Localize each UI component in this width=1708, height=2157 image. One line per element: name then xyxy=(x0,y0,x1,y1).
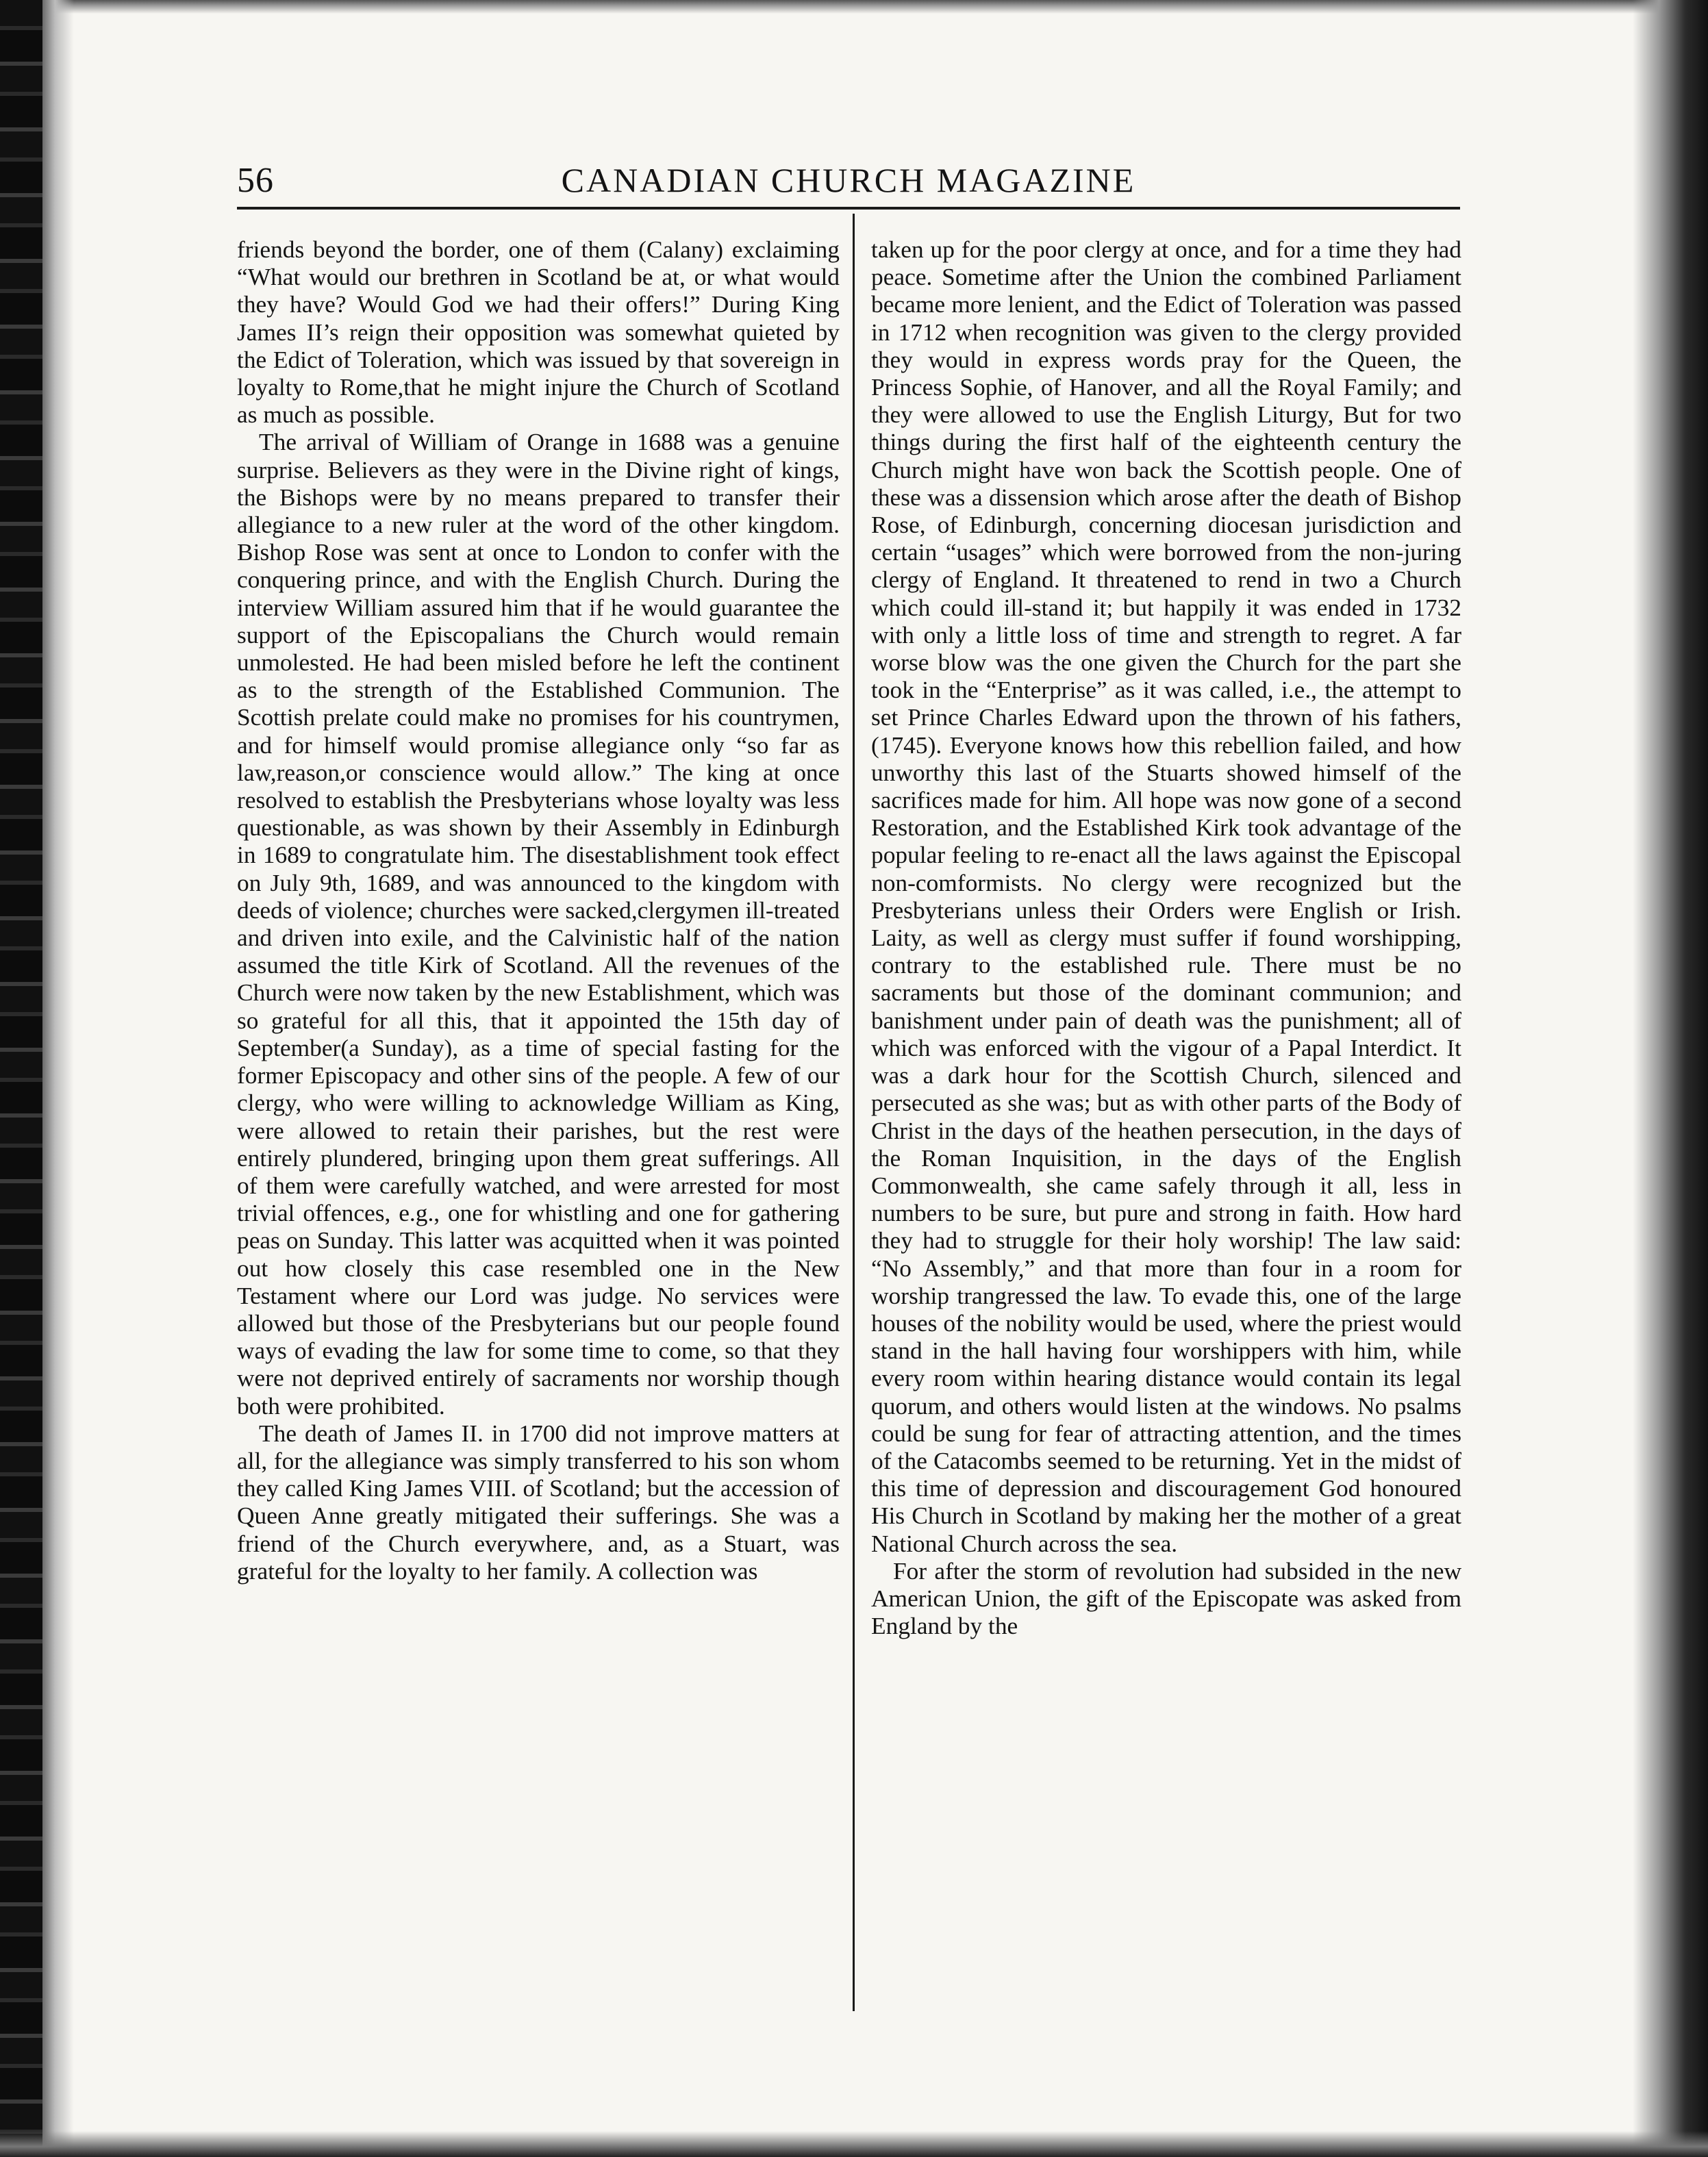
paragraph: The death of James II. in 1700 did not improve matters at all, for the allegiance was simply transferred to his son whom they called King James VIII. of Scotland; but the accession of Queen Anne greatly mitigated their sufferings. She was a friend of the Church everywhere, and, as a Stuart, was grateful for the loyalty to her family. A collection was xyxy=(237,1419,840,1585)
scan-bottom-edge xyxy=(0,2131,1708,2157)
left-column xyxy=(237,236,840,1585)
scan-binding-right xyxy=(1633,0,1708,2157)
scan-binding-shadow-left xyxy=(42,0,74,2157)
header-rule xyxy=(237,207,1460,210)
running-title: CANADIAN CHURCH MAGAZINE xyxy=(561,161,1136,199)
scan-top-edge xyxy=(0,0,1708,14)
scan-binding-left xyxy=(0,0,42,2157)
paragraph: taken up for the poor clergy at once, and for a time they had peace. Sometime after the Union the combined Parliament became more lenient, and the Edict of Toleration was passed in 1712 when recognition was given to the clergy provided they would in express words pray for the Queen, the Princess Sophie, of Hanover, and all the Royal Family; and they were allowed to use the English Liturgy, But for two things during the first half of the eighteenth century the Church might have won back the Scottish people. One of these was a dissension which arose after the death of Bishop Rose, of Edinburgh, concerning diocesan jurisdiction and certain “usages” which were borrowed from the non-juring clergy of England. It threatened to rend in two a Church which could ill-stand it; but happily it was ended in 1732 with only a little loss of time and strength to regret. A far worse blow was the one given the Church for the part she took in the “Enterprise” as it was called, i.e., the attempt to set Prince Charles Edward upon the thrown of his fathers, (1745). Everyone knows how this rebellion failed, and how unworthy this last of the Stuarts showed himself of the sacrifices made for him. All hope was now gone of a second Restoration, and the Established Kirk took advantage of the popular feeling to re-enact all the laws against the Episcopal non-comformists. No clergy were recognized but the Presbyterians unless their Orders were English or Irish. Laity, as well as clergy must suffer if found worshipping, contrary to the established rule. There must be no sacraments but those of the dominant communion; and banishment under pain of death was the punishment; all of which was enforced with the vigour of a Papal Interdict. It was a dark hour for the Scottish Church, silenced and persecuted as she was; but as with other parts of the Body of Christ in the days of the heathen persecution, in the days of the Roman Inquisition, in the days of the English Commonwealth, she came safely through it all, less in numbers to be sure, but pure and strong in faith. How hard they had to struggle for their holy worship! The law said: “No Assembly,” and that more than four in a room for worship trangressed the law. To evade this, one of the large houses of the nobility would be used, where the priest would stand in the hall having four worshippers with him, while every room within hearing distance would contain its legal quorum, and others would listen at the windows. No psalms could be sung for fear of attracting attention, and the times of the Catacombs seemed to be returning. Yet in the midst of this time of depression and discouragement God honoured His Church in Scotland by making her the mother of a great National Church across the sea. xyxy=(871,236,1461,1557)
column-divider xyxy=(853,214,855,2011)
page-number: 56 xyxy=(237,161,274,200)
paragraph: friends beyond the border, one of them (Calany) exclaiming “What would our brethren in Scotland be at, or what would they have? Would God we had their offers!” During King James II’s reign their opposition was somewhat quieted by the Edict of Toleration, which was issued by that sovereign in loyalty to Rome,that he might injure the Church of Scotland as much as possible. xyxy=(237,236,840,429)
page-header xyxy=(237,156,1460,211)
paragraph: The arrival of William of Orange in 1688 was a genuine surprise. Believers as they were in the Divine right of kings, the Bishops were by no means prepared to transfer their allegiance to a new ruler at the word of the other kingdom. Bishop Rose was sent at once to London to confer with the conquering prince, and with the English Church. During the interview William assured him that if he would guarantee the support of the Episcopalians the Church would remain unmolested. He had been misled before he left the continent as to the strength of the Established Communion. The Scottish prelate could make no promises for his countrymen, and for himself would promise allegiance only “so far as law,reason,or conscience would allow.” The king at once resolved to establish the Presbyterians whose loyalty was less questionable, as was shown by their Assembly in Edinburgh in 1689 to congratulate him. The disestablishment took effect on July 9th, 1689, and was announced to the kingdom with deeds of violence; churches were sacked,clergymen ill-treated and driven into exile, and the Calvinistic half of the nation assumed the title Kirk of Scotland. All the revenues of the Church were now taken by the new Establishment, which was so grateful for all this, that it appointed the 15th day of September(a Sunday), as a time of special fasting for the former Episcopacy and other sins of the people. A few of our clergy, who were willing to acknowledge William as King, were allowed to retain their parishes, but the rest were entirely plundered, bringing upon them great sufferings. All of them were carefully watched, and were arrested for most trivial offences, e.g., one for whistling and one for gathering peas on Sunday. This latter was acquitted when it was pointed out how closely this case resembled one in the New Testament where our Lord was judge. No services were allowed but those of the Presbyterians but our people found ways of evading the law for some time to come, so that they were not deprived entirely of sacraments nor worship though both were prohibited. xyxy=(237,428,840,1420)
right-column xyxy=(871,236,1461,1639)
paragraph: For after the storm of revolution had subsided in the new American Union, the gift of the Episcopate was asked from England by the xyxy=(871,1556,1461,1640)
